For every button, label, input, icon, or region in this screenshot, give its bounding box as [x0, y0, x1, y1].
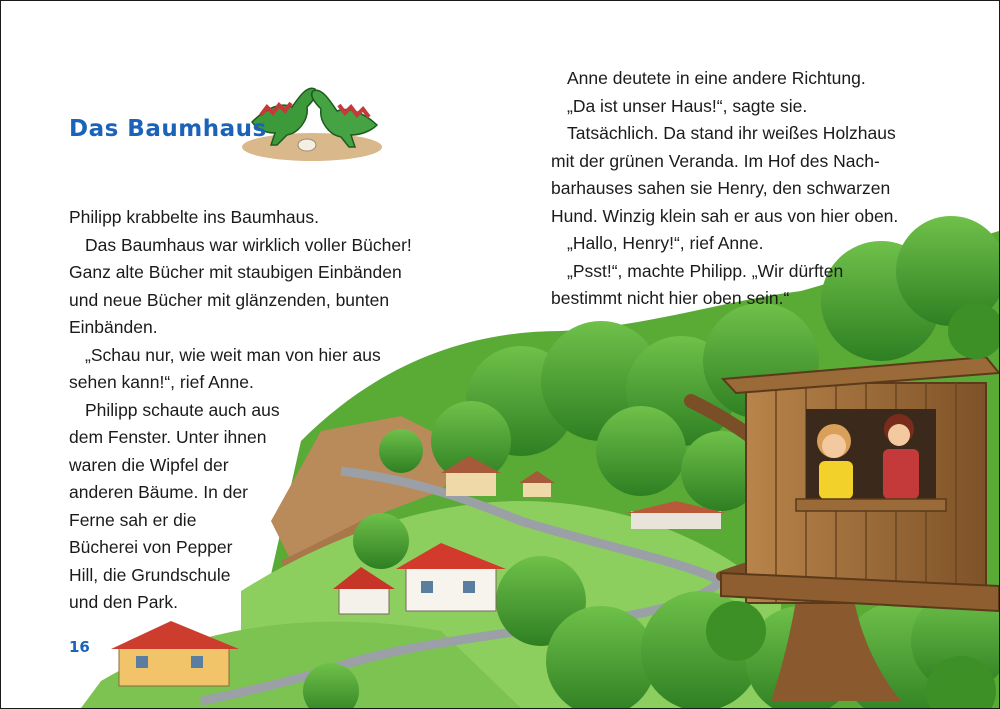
- text-line: und den Park.: [69, 592, 178, 612]
- text-line: bestimmt nicht hier oben sein.“: [551, 288, 790, 308]
- text-line: „Da ist unser Haus!“, sagte sie.: [567, 95, 808, 116]
- text-line: mit der grünen Veranda. Im Hof des Nach-: [551, 150, 880, 171]
- chapter-title: Das Baumhaus: [69, 116, 267, 142]
- text-line: „Hallo, Henry!“, rief Anne.: [567, 233, 764, 253]
- text-line: Philipp krabbelte ins Baumhaus.: [69, 207, 320, 227]
- text-line: sehen kann!“, rief Anne.: [69, 372, 254, 392]
- text-line: Ferne sah er die: [69, 509, 197, 530]
- text-line: Ganz alte Bücher mit staubigen Einbänden: [69, 262, 402, 282]
- text-line: und neue Bücher mit glänzenden, bunten: [69, 289, 390, 310]
- text-line: Einbänden.: [69, 317, 158, 337]
- text-line: „Schau nur, wie weit man von hier aus: [85, 344, 381, 365]
- text-line: Bücherei von Pepper: [69, 537, 233, 557]
- text-line: barhauses sahen sie Henry, den schwarzen: [551, 178, 891, 198]
- text-line: Das Baumhaus war wirklich voller Bücher!: [85, 234, 412, 255]
- text-line: anderen Bäume. In der: [69, 482, 249, 502]
- left-text-column: [69, 204, 469, 617]
- text-line: Hund. Winzig klein sah er aus von hier oben.: [551, 205, 899, 226]
- right-text-column: [551, 65, 961, 313]
- text-line: waren die Wipfel der: [69, 454, 229, 475]
- text-line: Hill, die Grundschule: [69, 564, 231, 585]
- text-line: Philipp schaute auch aus: [85, 399, 280, 420]
- text-line: Tatsächlich. Da stand ihr weißes Holzhaus: [567, 123, 896, 143]
- text-line: Anne deutete in eine andere Richtung.: [567, 68, 866, 88]
- page-number: 16: [69, 638, 90, 656]
- text-line: dem Fenster. Unter ihnen: [69, 427, 267, 447]
- text-line: „Psst!“, machte Philipp. „Wir dürften: [567, 260, 844, 281]
